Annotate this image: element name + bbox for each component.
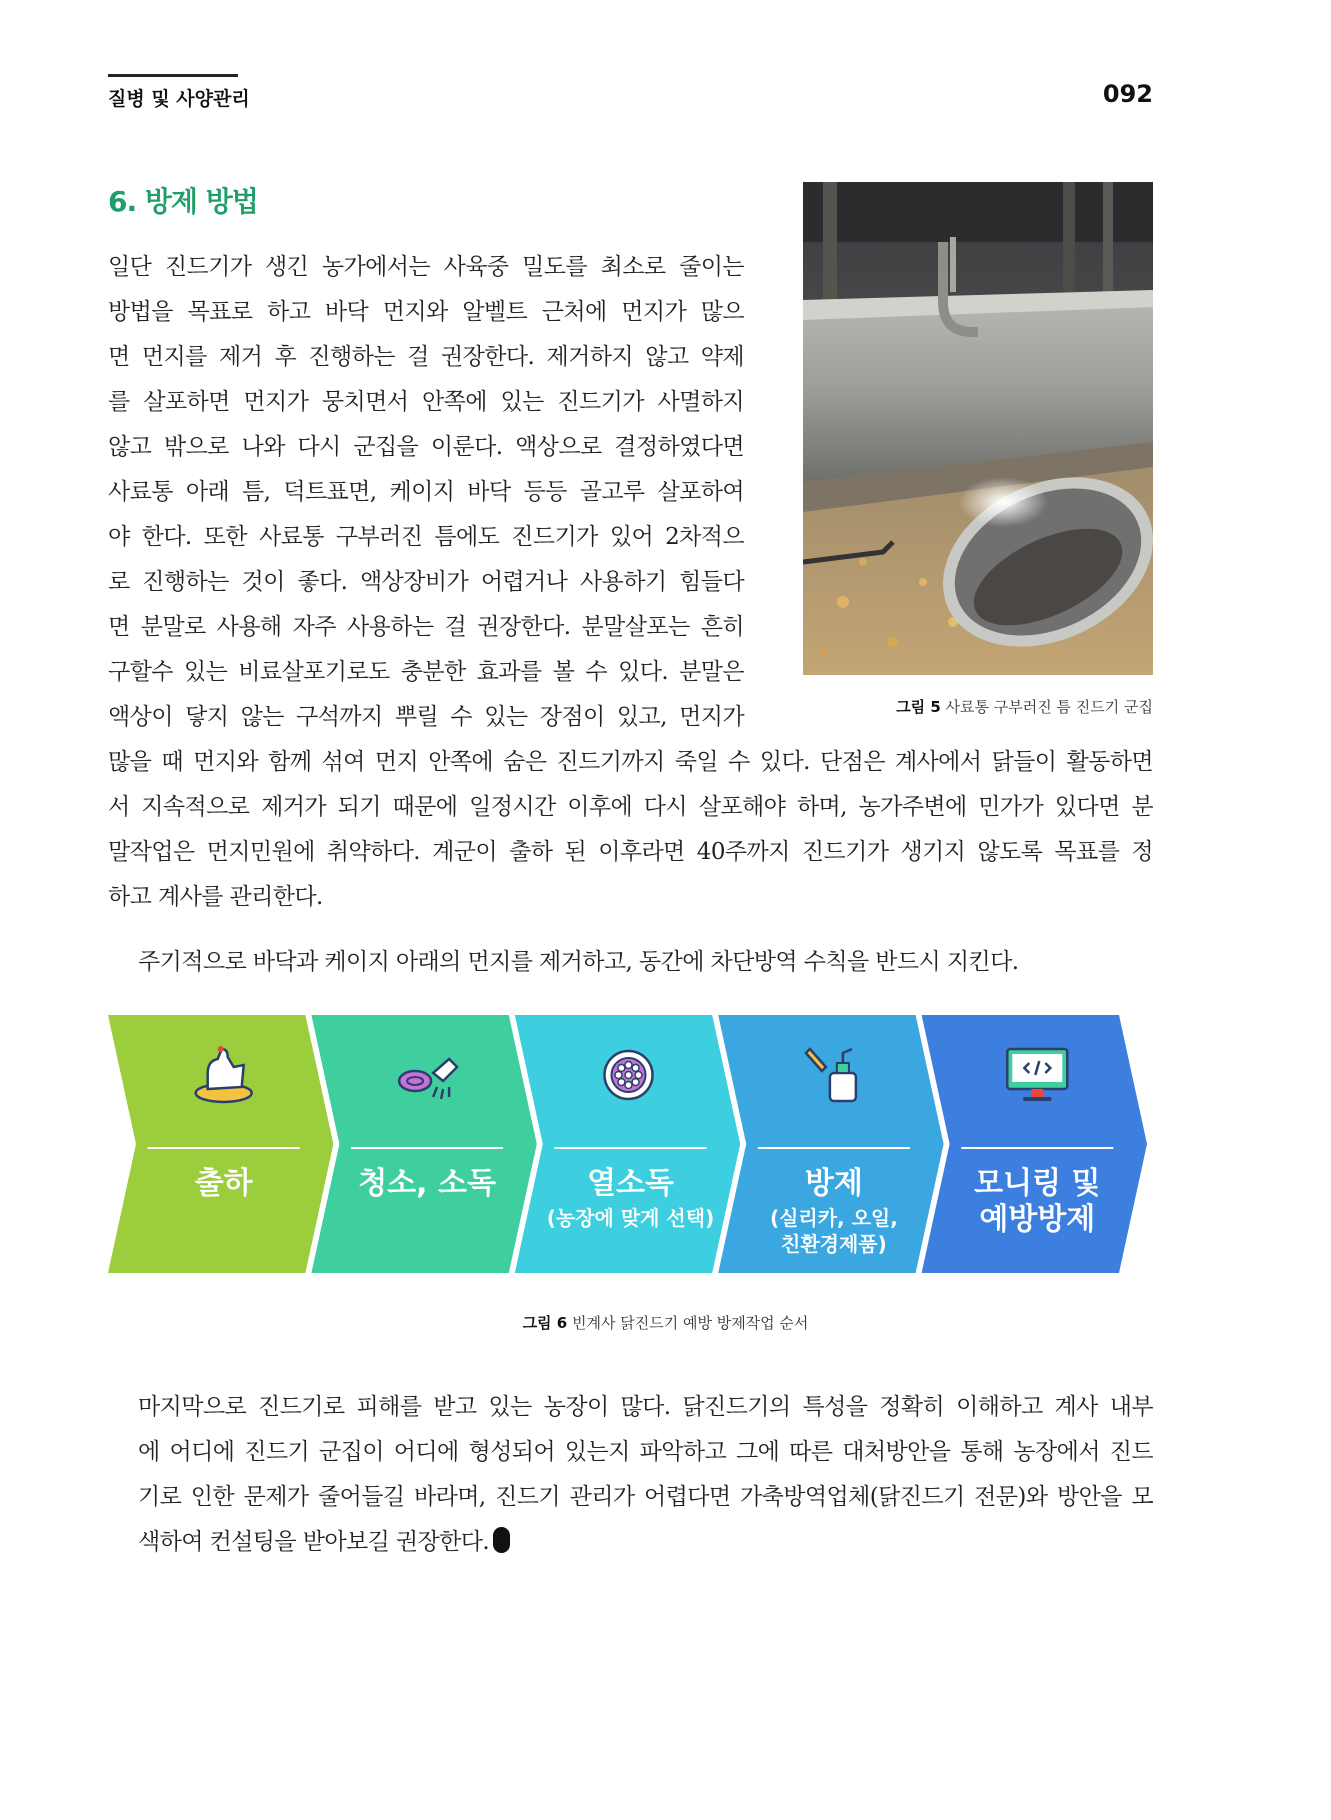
header-rule [108,74,238,77]
text-line: 구할수 있는 비료살포기로도 충분한 효과를 볼 수 있다. 분말은 [108,659,744,685]
text-line: 않고 밖으로 나와 다시 군집을 이룬다. 액상으로 결정하였다면 [108,434,744,460]
process-step-3 [515,1015,740,1273]
step-title: 예방방제 [979,1202,1096,1237]
process-step-4 [718,1015,943,1273]
step-title: 청소, 소독 [358,1166,496,1201]
text-line: 색하여 컨설팅을 받아보길 권장한다. [108,1520,1153,1565]
process-step-2 [311,1015,536,1273]
text-line: 야 한다. 또한 사료통 구부러진 틈에도 진드기가 있어 2차적으 [108,524,744,550]
hose-shower-icon [397,1043,457,1103]
text-line: 에 어디에 진드기 군집이 어디에 형성되어 있는지 파악하고 그에 따른 대처방안을 통해 농장에서 진드 [138,1439,1153,1465]
step-subtitle: (농장에 맞게 선택) [546,1206,715,1230]
step-title: 방제 [804,1166,863,1201]
text-line: 일단 진드기가 생긴 농가에서는 사육중 밀도를 최소로 줄이는 [108,254,744,280]
step-title: 출하 [194,1166,253,1201]
text-line: 면 먼지를 제거 후 진행하는 걸 권장한다. 제거하지 않고 약제 [108,344,744,370]
text-line: 마지막으로 진드기로 피해를 받고 있는 농장이 많다. 닭진드기의 특성을 정확히 이해하고 계사 내부 [138,1394,1153,1420]
step-title: 모니링 및 [974,1166,1101,1201]
figure-6-caption: 그림 6 빈계사 닭진드기 예방 방제작업 순서 [522,1314,809,1332]
text-line: 많을 때 먼지와 함께 섞여 먼지 안쪽에 숨은 진드기까지 죽일 수 있다. 단점은 계사에서 닭들이 활동하면 [108,749,1153,775]
control-process-diagram [108,1015,1153,1273]
section-title: 6. 방제 방법 [108,185,258,218]
text-line: 말작업은 먼지민원에 취약하다. 계군이 출하 된 이후라면 40주까지 진드기가 생기지 않도록 목표를 정 [108,839,1153,865]
text-line: 기로 인한 문제가 줄어들길 바라며, 진드기 관리가 어렵다면 가축방역업체(닭진드기 전문)와 방안을 모 [138,1484,1153,1510]
text-line: 서 지속적으로 제거가 되기 때문에 일정시간 이후에 다시 살포해야 하며, 농가주변에 민가가 있다면 분 [108,794,1153,820]
text-line: 로 진행하는 것이 좋다. 액상장비가 어렵거나 사용하기 힘들다 [108,569,744,595]
step-title: 열소독 [587,1166,674,1201]
body-paragraph-2: 주기적으로 바닥과 케이지 아래의 먼지를 제거하고, 동간에 차단방역 수칙을 반드시 지킨다. [138,949,1019,975]
text-line: 하고 계사를 관리한다. [108,884,323,910]
body-paragraph-1 [108,245,744,740]
end-mark-icon [493,1527,510,1553]
running-header-section: 질병 및 사양관리 [108,88,250,110]
heater-fan-icon [601,1043,661,1103]
process-step-5 [922,1015,1147,1273]
text-line: 면 분말로 사용해 자주 사용하는 걸 권장한다. 분말살포는 흔히 [108,614,744,640]
text-line: 액상이 닿지 않는 구석까지 뿌릴 수 있는 장점이 있고, 먼지가 [108,704,744,730]
step-subtitle: 친환경제품) [781,1232,887,1256]
monitor-code-icon [1007,1043,1067,1103]
spray-bottle-icon [804,1043,864,1103]
body-paragraph-3 [108,1385,1153,1565]
page-number: 092 [1102,80,1153,108]
body-paragraph-1-continued [108,740,1153,920]
text-line: 를 살포하면 먼지가 뭉치면서 안쪽에 있는 진드기가 사멸하지 [108,389,744,415]
feeder-mite-photo [803,182,1153,675]
process-step-1 [108,1015,333,1273]
text-line: 방법을 목표로 하고 바닥 먼지와 알벨트 근처에 먼지가 많으 [108,299,744,325]
figure-5-caption: 그림 5 사료통 구부러진 틈 진드기 군집 [896,698,1153,716]
hen-icon [194,1043,254,1103]
text-line: 사료통 아래 틈, 덕트표면, 케이지 바닥 등등 골고루 살포하여 [108,479,744,505]
step-subtitle: (실리카, 오일, [769,1206,898,1230]
